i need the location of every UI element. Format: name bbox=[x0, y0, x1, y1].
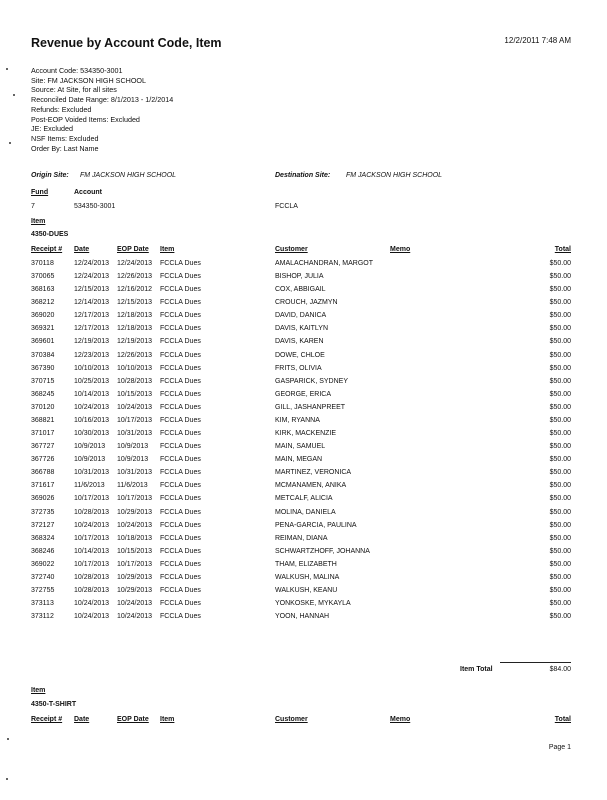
item-cell: FCCLA Dues bbox=[160, 260, 201, 267]
col-total-header: Total bbox=[554, 246, 571, 253]
customer-cell: MARTINEZ, VERONICA bbox=[275, 469, 352, 477]
table-row bbox=[0, 299, 607, 311]
item-cell: FCCLA Dues bbox=[160, 364, 201, 372]
table-row bbox=[0, 312, 607, 324]
scan-speck bbox=[6, 778, 8, 780]
receipt-cell: 372755 bbox=[31, 587, 55, 594]
printed-timestamp: 12/2/2011 7:48 AM bbox=[504, 36, 571, 45]
receipt-cell: 372735 bbox=[31, 508, 55, 516]
customer-cell: THAM, ELIZABETH bbox=[275, 560, 337, 568]
scan-speck bbox=[6, 68, 8, 70]
item-cell: FCCLA Dues bbox=[160, 443, 201, 451]
table-row bbox=[0, 561, 607, 573]
receipt-cell: 368821 bbox=[31, 416, 55, 424]
customer-cell: DAVIS, KAITLYN bbox=[275, 325, 329, 333]
total-rule bbox=[500, 662, 571, 663]
total-cell: $50.00 bbox=[549, 299, 571, 307]
date-cell: 10/30/2013 bbox=[74, 430, 110, 438]
receipt-cell: 372127 bbox=[31, 521, 55, 529]
eop-date-cell: 10/9/2013 bbox=[117, 443, 149, 451]
item-total-label: Item Total bbox=[460, 666, 493, 673]
total-cell: $50.00 bbox=[549, 416, 571, 424]
customer-cell: METCALF, ALICIA bbox=[275, 495, 333, 503]
date-cell: 10/14/2013 bbox=[74, 547, 110, 555]
origin-site-value: FM JACKSON HIGH SCHOOL bbox=[80, 172, 177, 179]
eop-date-cell: 10/29/2013 bbox=[117, 573, 153, 581]
filter-line: Source: At Site, for all sites bbox=[31, 85, 117, 95]
receipt-cell: 369321 bbox=[31, 325, 55, 333]
customer-cell: DAVID, DANICA bbox=[275, 312, 327, 320]
receipt-cell: 369020 bbox=[31, 312, 55, 320]
eop-date-cell: 10/24/2013 bbox=[117, 613, 153, 621]
filter-line: Refunds: Excluded bbox=[31, 104, 92, 114]
table-row bbox=[0, 286, 607, 298]
receipt-cell: 369601 bbox=[31, 338, 55, 346]
date-cell: 10/16/2013 bbox=[74, 416, 110, 424]
item-cell: FCCLA Dues bbox=[160, 469, 201, 477]
date-cell: 10/28/2013 bbox=[74, 587, 110, 594]
table-row bbox=[0, 535, 607, 547]
total-cell: $50.00 bbox=[549, 495, 571, 503]
total-cell: $50.00 bbox=[549, 351, 571, 359]
table-row bbox=[0, 482, 607, 494]
table-row bbox=[0, 338, 607, 350]
filter-criteria bbox=[31, 66, 173, 153]
scan-speck bbox=[9, 142, 11, 144]
eop-date-cell: 12/18/2013 bbox=[117, 325, 153, 333]
item-cell: FCCLA Dues bbox=[160, 456, 201, 464]
filter-line: Post-EOP Voided Items: Excluded bbox=[31, 114, 140, 124]
item-cell: FCCLA Dues bbox=[160, 560, 201, 568]
eop-date-cell: 12/26/2013 bbox=[117, 273, 153, 281]
eop-date-cell: 10/31/2013 bbox=[117, 430, 153, 438]
eop-date-cell: 12/16/2012 bbox=[117, 286, 153, 294]
receipt-cell: 368163 bbox=[31, 286, 55, 294]
customer-cell: BISHOP, JULIA bbox=[275, 273, 324, 281]
filter-line: Order By: Last Name bbox=[31, 143, 99, 153]
customer-cell: KIM, RYANNA bbox=[275, 416, 320, 424]
table-row bbox=[0, 430, 607, 442]
date-cell: 10/17/2013 bbox=[74, 495, 110, 503]
receipt-cell: 367726 bbox=[31, 456, 55, 464]
eop-date-cell: 12/18/2013 bbox=[117, 312, 153, 320]
eop-date-cell: 10/9/2013 bbox=[117, 456, 149, 464]
customer-cell: COX, ABBIGAIL bbox=[275, 286, 326, 294]
table-row bbox=[0, 587, 607, 599]
receipt-cell: 369026 bbox=[31, 495, 55, 503]
eop-date-cell: 10/28/2013 bbox=[117, 377, 153, 385]
date-cell: 10/28/2013 bbox=[74, 573, 110, 581]
table-row bbox=[0, 391, 607, 403]
table-row bbox=[0, 378, 607, 390]
col-receipt-header-2: Receipt # bbox=[31, 716, 63, 723]
eop-date-cell: 10/24/2013 bbox=[117, 403, 153, 411]
item-cell: FCCLA Dues bbox=[160, 587, 201, 594]
item-group-name: 4350-DUES bbox=[31, 231, 69, 238]
item-cell: FCCLA Dues bbox=[160, 416, 201, 424]
item-cell: FCCLA Dues bbox=[160, 325, 201, 333]
item-cell: FCCLA Dues bbox=[160, 495, 201, 503]
customer-cell: AMALACHANDRAN, MARGOT bbox=[275, 260, 374, 267]
receipt-cell: 369022 bbox=[31, 560, 55, 568]
eop-date-cell: 10/17/2013 bbox=[117, 495, 153, 503]
date-cell: 10/28/2013 bbox=[74, 508, 110, 516]
receipt-cell: 368246 bbox=[31, 547, 55, 555]
date-cell: 10/17/2013 bbox=[74, 560, 110, 568]
item-cell: FCCLA Dues bbox=[160, 508, 201, 516]
receipt-cell: 373113 bbox=[31, 600, 54, 608]
account-header: Account bbox=[74, 189, 102, 196]
page-number: Page 1 bbox=[548, 744, 571, 751]
item-cell: FCCLA Dues bbox=[160, 521, 201, 529]
customer-cell: MOLINA, DANIELA bbox=[275, 508, 336, 516]
date-cell: 12/19/2013 bbox=[74, 338, 110, 346]
customer-cell: WALKUSH, KEANU bbox=[275, 587, 338, 594]
customer-cell: GASPARICK, SYDNEY bbox=[275, 377, 349, 385]
filter-line: NSF Items: Excluded bbox=[31, 133, 99, 143]
total-cell: $50.00 bbox=[549, 443, 571, 451]
customer-cell: FRITS, OLIVIA bbox=[275, 364, 322, 372]
item-cell: FCCLA Dues bbox=[160, 573, 201, 581]
item-group-name-2: 4350-T-SHIRT bbox=[31, 701, 77, 708]
table-row bbox=[0, 509, 607, 521]
total-cell: $50.00 bbox=[549, 325, 571, 333]
receipt-cell: 370118 bbox=[31, 260, 54, 267]
eop-date-cell: 10/31/2013 bbox=[117, 469, 153, 477]
date-cell: 12/17/2013 bbox=[74, 325, 110, 333]
customer-cell: SCHWARTZHOFF, JOHANNA bbox=[275, 547, 370, 555]
col-memo-header-2: Memo bbox=[390, 716, 411, 723]
date-cell: 10/10/2013 bbox=[74, 364, 110, 372]
table-row bbox=[0, 365, 607, 377]
origin-site-label: Origin Site: bbox=[31, 172, 69, 179]
total-cell: $50.00 bbox=[549, 456, 571, 464]
filter-line: Reconciled Date Range: 8/1/2013 - 1/2/2014 bbox=[31, 95, 174, 105]
eop-date-cell: 10/29/2013 bbox=[117, 587, 153, 594]
table-row bbox=[0, 613, 607, 625]
scan-speck bbox=[7, 738, 9, 740]
fund-value: 7 bbox=[31, 203, 35, 210]
col-date-header: Date bbox=[74, 246, 90, 253]
date-cell: 10/24/2013 bbox=[74, 613, 110, 621]
total-cell: $50.00 bbox=[549, 377, 571, 385]
table-row bbox=[0, 600, 607, 612]
customer-cell: MAIN, MEGAN bbox=[275, 456, 323, 464]
receipt-cell: 368212 bbox=[31, 299, 55, 307]
col-total-header-2: Total bbox=[554, 716, 571, 723]
receipt-cell: 370065 bbox=[31, 273, 55, 281]
col-item-header-2: Item bbox=[160, 716, 175, 723]
date-cell: 10/24/2013 bbox=[74, 521, 110, 529]
table-row bbox=[0, 443, 607, 455]
eop-date-cell: 11/6/2013 bbox=[117, 482, 148, 490]
account-name: FCCLA bbox=[275, 203, 298, 210]
receipt-cell: 370384 bbox=[31, 351, 55, 359]
customer-cell: DAVIS, KAREN bbox=[275, 338, 324, 346]
eop-date-cell: 12/26/2013 bbox=[117, 351, 153, 359]
customer-cell: YOON, HANNAH bbox=[275, 613, 330, 621]
col-customer-header: Customer bbox=[275, 246, 308, 253]
date-cell: 10/24/2013 bbox=[74, 600, 110, 608]
eop-date-cell: 12/15/2013 bbox=[117, 299, 153, 307]
table-row bbox=[0, 495, 607, 507]
col-date-header-2: Date bbox=[74, 716, 90, 723]
total-cell: $50.00 bbox=[549, 534, 571, 542]
item-cell: FCCLA Dues bbox=[160, 312, 201, 320]
receipt-cell: 367390 bbox=[31, 364, 55, 372]
customer-cell: GILL, JASHANPREET bbox=[275, 403, 346, 411]
item-cell: FCCLA Dues bbox=[160, 430, 201, 438]
total-cell: $50.00 bbox=[549, 364, 571, 372]
item-total-value: $84.00 bbox=[549, 666, 571, 673]
col-memo-header: Memo bbox=[390, 246, 411, 253]
date-cell: 10/31/2013 bbox=[74, 469, 110, 477]
date-cell: 10/14/2013 bbox=[74, 390, 110, 398]
eop-date-cell: 10/18/2013 bbox=[117, 534, 153, 542]
eop-date-cell: 12/19/2013 bbox=[117, 338, 153, 346]
date-cell: 10/24/2013 bbox=[74, 403, 110, 411]
receipt-cell: 368324 bbox=[31, 534, 55, 542]
table-row bbox=[0, 404, 607, 416]
eop-date-cell: 10/17/2013 bbox=[117, 560, 153, 568]
total-cell: $50.00 bbox=[549, 469, 571, 477]
total-cell: $50.00 bbox=[549, 430, 571, 438]
table-row bbox=[0, 325, 607, 337]
item-cell: FCCLA Dues bbox=[160, 547, 201, 555]
receipt-cell: 370715 bbox=[31, 377, 55, 385]
item-cell: FCCLA Dues bbox=[160, 338, 201, 346]
customer-cell: KIRK, MACKENZIE bbox=[275, 430, 337, 438]
total-cell: $50.00 bbox=[549, 403, 571, 411]
receipt-cell: 367727 bbox=[31, 443, 55, 451]
item-cell: FCCLA Dues bbox=[160, 600, 201, 608]
date-cell: 12/14/2013 bbox=[74, 299, 110, 307]
customer-cell: GEORGE, ERICA bbox=[275, 390, 332, 398]
customer-cell: REIMAN, DIANA bbox=[275, 534, 328, 542]
item-cell: FCCLA Dues bbox=[160, 403, 201, 411]
date-cell: 12/24/2013 bbox=[74, 260, 110, 267]
table-row bbox=[0, 417, 607, 429]
date-cell: 10/25/2013 bbox=[74, 377, 110, 385]
receipt-cell: 368245 bbox=[31, 390, 55, 398]
table-row bbox=[0, 522, 607, 534]
destination-site-value: FM JACKSON HIGH SCHOOL bbox=[346, 172, 443, 179]
scan-speck bbox=[13, 94, 15, 96]
customer-cell: MAIN, SAMUEL bbox=[275, 443, 326, 451]
table-row bbox=[0, 469, 607, 481]
total-cell: $50.00 bbox=[549, 390, 571, 398]
item-cell: FCCLA Dues bbox=[160, 390, 201, 398]
destination-site-label: Destination Site: bbox=[275, 172, 331, 179]
item-label: Item bbox=[31, 218, 46, 225]
item-cell: FCCLA Dues bbox=[160, 377, 201, 385]
total-cell: $50.00 bbox=[549, 613, 571, 621]
account-value: 534350-3001 bbox=[74, 203, 116, 210]
col-customer-header-2: Customer bbox=[275, 716, 308, 723]
receipt-cell: 370120 bbox=[31, 403, 55, 411]
eop-date-cell: 10/15/2013 bbox=[117, 390, 153, 398]
date-cell: 12/15/2013 bbox=[74, 286, 110, 294]
table-row bbox=[0, 456, 607, 468]
receipt-cell: 366788 bbox=[31, 469, 55, 477]
customer-cell: MCMANAMEN, ANIKA bbox=[275, 482, 347, 490]
total-cell: $50.00 bbox=[549, 573, 571, 581]
total-cell: $50.00 bbox=[549, 587, 571, 594]
table-row bbox=[0, 352, 607, 364]
col-eop-date-header-2: EOP Date bbox=[117, 716, 149, 723]
item-cell: FCCLA Dues bbox=[160, 273, 201, 281]
date-cell: 12/17/2013 bbox=[74, 312, 110, 320]
fund-header: Fund bbox=[31, 189, 49, 196]
date-cell: 12/23/2013 bbox=[74, 351, 110, 359]
table-row bbox=[0, 273, 607, 285]
eop-date-cell: 10/15/2013 bbox=[117, 547, 153, 555]
customer-cell: WALKUSH, MALINA bbox=[275, 573, 340, 581]
table-row bbox=[0, 574, 607, 586]
total-cell: $50.00 bbox=[549, 312, 571, 320]
date-cell: 10/17/2013 bbox=[74, 534, 110, 542]
item-cell: FCCLA Dues bbox=[160, 613, 201, 621]
date-cell: 12/24/2013 bbox=[74, 273, 110, 281]
receipt-cell: 372740 bbox=[31, 573, 55, 581]
date-cell: 11/6/2013 bbox=[74, 482, 105, 490]
total-cell: $50.00 bbox=[549, 260, 571, 267]
total-cell: $50.00 bbox=[549, 560, 571, 568]
total-cell: $50.00 bbox=[549, 508, 571, 516]
item-cell: FCCLA Dues bbox=[160, 299, 201, 307]
customer-cell: DOWE, CHLOE bbox=[275, 351, 325, 359]
date-cell: 10/9/2013 bbox=[74, 443, 106, 451]
eop-date-cell: 10/29/2013 bbox=[117, 508, 153, 516]
col-eop-date-header: EOP Date bbox=[117, 246, 149, 253]
item-cell: FCCLA Dues bbox=[160, 482, 201, 490]
eop-date-cell: 10/10/2013 bbox=[117, 364, 153, 372]
date-cell: 10/9/2013 bbox=[74, 456, 106, 464]
total-cell: $50.00 bbox=[549, 338, 571, 346]
total-cell: $50.00 bbox=[549, 521, 571, 529]
filter-line: Site: FM JACKSON HIGH SCHOOL bbox=[31, 75, 147, 85]
customer-cell: YONKOSKE, MYKAYLA bbox=[275, 600, 351, 608]
eop-date-cell: 12/24/2013 bbox=[117, 260, 153, 267]
item-cell: FCCLA Dues bbox=[160, 351, 201, 359]
receipt-cell: 373112 bbox=[31, 613, 54, 621]
receipt-cell: 371017 bbox=[31, 430, 55, 438]
total-cell: $50.00 bbox=[549, 547, 571, 555]
receipt-cell: 371617 bbox=[31, 482, 55, 490]
filter-line: JE: Excluded bbox=[31, 124, 73, 134]
total-cell: $50.00 bbox=[549, 286, 571, 294]
filter-line: Account Code: 534350-3001 bbox=[31, 66, 123, 75]
item-cell: FCCLA Dues bbox=[160, 534, 201, 542]
report-title: Revenue by Account Code, Item bbox=[31, 36, 222, 50]
table-row bbox=[0, 548, 607, 560]
table-row bbox=[0, 260, 607, 272]
item-cell: FCCLA Dues bbox=[160, 286, 201, 294]
customer-cell: CROUCH, JAZMYN bbox=[275, 299, 338, 307]
eop-date-cell: 10/24/2013 bbox=[117, 600, 153, 608]
total-cell: $50.00 bbox=[549, 600, 571, 608]
total-cell: $50.00 bbox=[549, 482, 571, 490]
eop-date-cell: 10/17/2013 bbox=[117, 416, 153, 424]
eop-date-cell: 10/24/2013 bbox=[117, 521, 153, 529]
col-item-header: Item bbox=[160, 246, 175, 253]
total-cell: $50.00 bbox=[549, 273, 571, 281]
customer-cell: PENA-GARCIA, PAULINA bbox=[275, 521, 357, 529]
col-receipt-header: Receipt # bbox=[31, 246, 63, 253]
item-label-2: Item bbox=[31, 687, 46, 694]
